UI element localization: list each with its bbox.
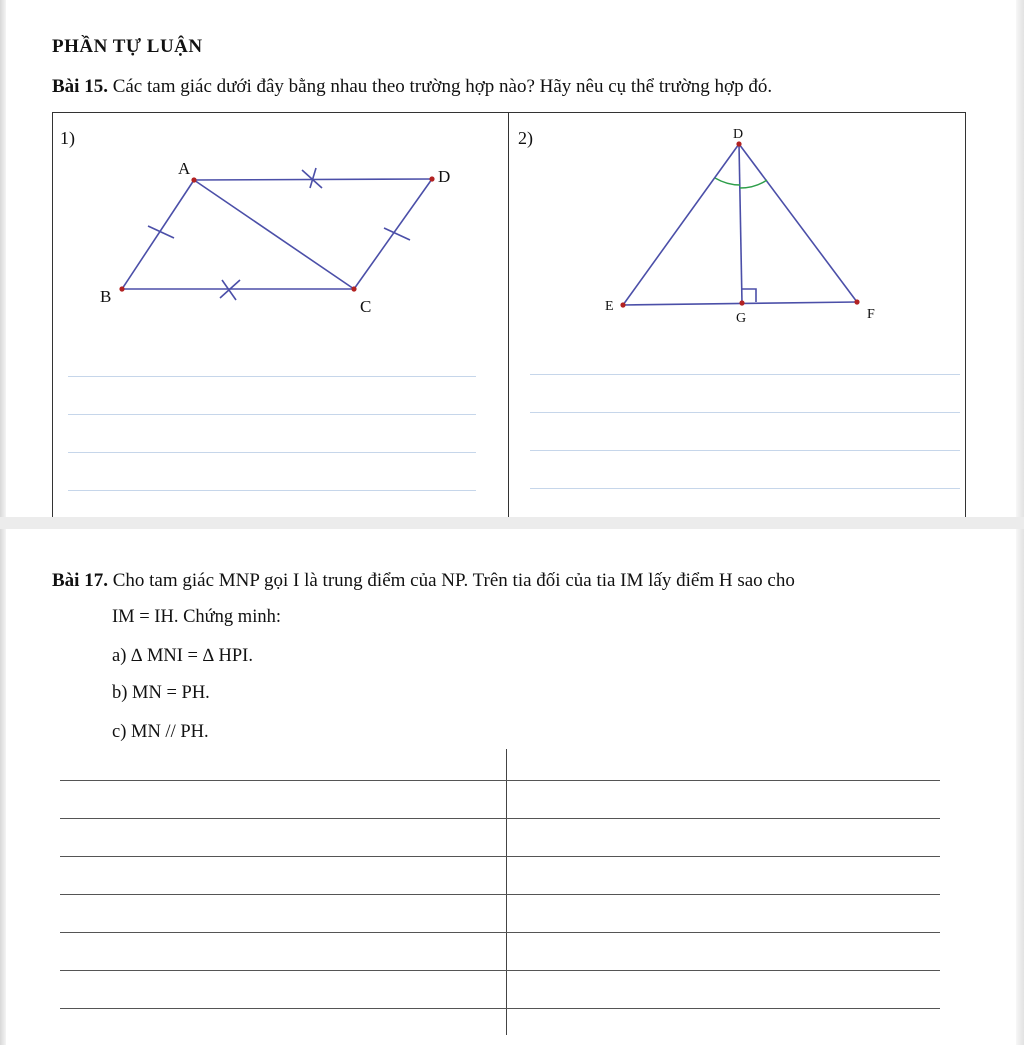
segment-df — [739, 144, 857, 302]
label-e: E — [605, 299, 614, 314]
label-g: G — [736, 311, 747, 326]
answer-line — [530, 412, 960, 413]
answer-line — [68, 490, 476, 491]
exercise-17-part-b: b) MN = PH. — [112, 683, 210, 703]
label-b: B — [100, 287, 112, 306]
answer-line — [530, 488, 960, 489]
answer-line — [60, 818, 940, 819]
answer-line — [60, 970, 940, 971]
figure-1-diagram — [90, 150, 490, 325]
segment-de — [623, 144, 739, 305]
label-c: C — [360, 297, 372, 316]
exercise-17-label: Bài 17. — [52, 570, 108, 591]
point-a — [191, 177, 196, 182]
label-d: D — [438, 167, 451, 186]
point-d2 — [736, 141, 741, 146]
answer-line — [60, 894, 940, 895]
label-f: F — [867, 307, 875, 322]
point-f — [854, 299, 859, 304]
answer-line — [68, 376, 476, 377]
tick-cd — [384, 228, 410, 240]
exercise-17-part-c: c) MN // PH. — [112, 722, 209, 742]
section-heading: PHẦN TỰ LUẬN — [52, 36, 203, 57]
angle-mark-left — [715, 178, 740, 185]
diagonal-ac — [194, 180, 354, 289]
answer-column-divider — [506, 749, 507, 1035]
exercise-15-label: Bài 15. — [52, 76, 108, 97]
point-b — [119, 286, 124, 291]
answer-line — [60, 856, 940, 857]
answer-line — [60, 932, 940, 933]
figure-2-diagram — [595, 122, 895, 327]
exercise-17-line2: IM = IH. Chứng minh: — [112, 607, 281, 627]
right-angle-mark — [742, 289, 756, 302]
segment-cd — [354, 179, 432, 289]
exercise-15-text: Các tam giác dưới đây bằng nhau theo trường hợp nào? Hãy nêu cụ thể trường hợp đó. — [112, 76, 773, 97]
tick-ab — [148, 226, 174, 238]
answer-line — [530, 450, 960, 451]
point-d — [429, 176, 434, 181]
exercise-17-text: Cho tam giác MNP gọi I là trung điểm của NP. Trên tia đối của tia IM lấy điểm H sao cho — [112, 570, 795, 591]
answer-line — [530, 374, 960, 375]
point-c — [351, 286, 356, 291]
exercise-17-prompt — [52, 570, 795, 592]
answer-line — [60, 1008, 940, 1009]
figure-1-number: 1) — [60, 128, 75, 148]
label-d2: D — [733, 127, 744, 142]
point-g — [739, 300, 744, 305]
point-e — [620, 302, 625, 307]
label-a: A — [178, 159, 191, 178]
exercise-17-part-a: a) ∆ MNI = ∆ HPI. — [112, 646, 253, 666]
tick-bc-2 — [222, 280, 236, 300]
figure-2-number: 2) — [518, 128, 533, 148]
segment-ab — [122, 180, 194, 289]
figure-box-divider — [508, 112, 509, 517]
answer-line — [60, 780, 940, 781]
answer-line — [68, 414, 476, 415]
angle-mark-right — [740, 180, 767, 188]
exercise-15-prompt — [52, 76, 772, 98]
page-break — [0, 517, 1024, 529]
answer-line — [68, 452, 476, 453]
altitude-dg — [739, 144, 742, 303]
